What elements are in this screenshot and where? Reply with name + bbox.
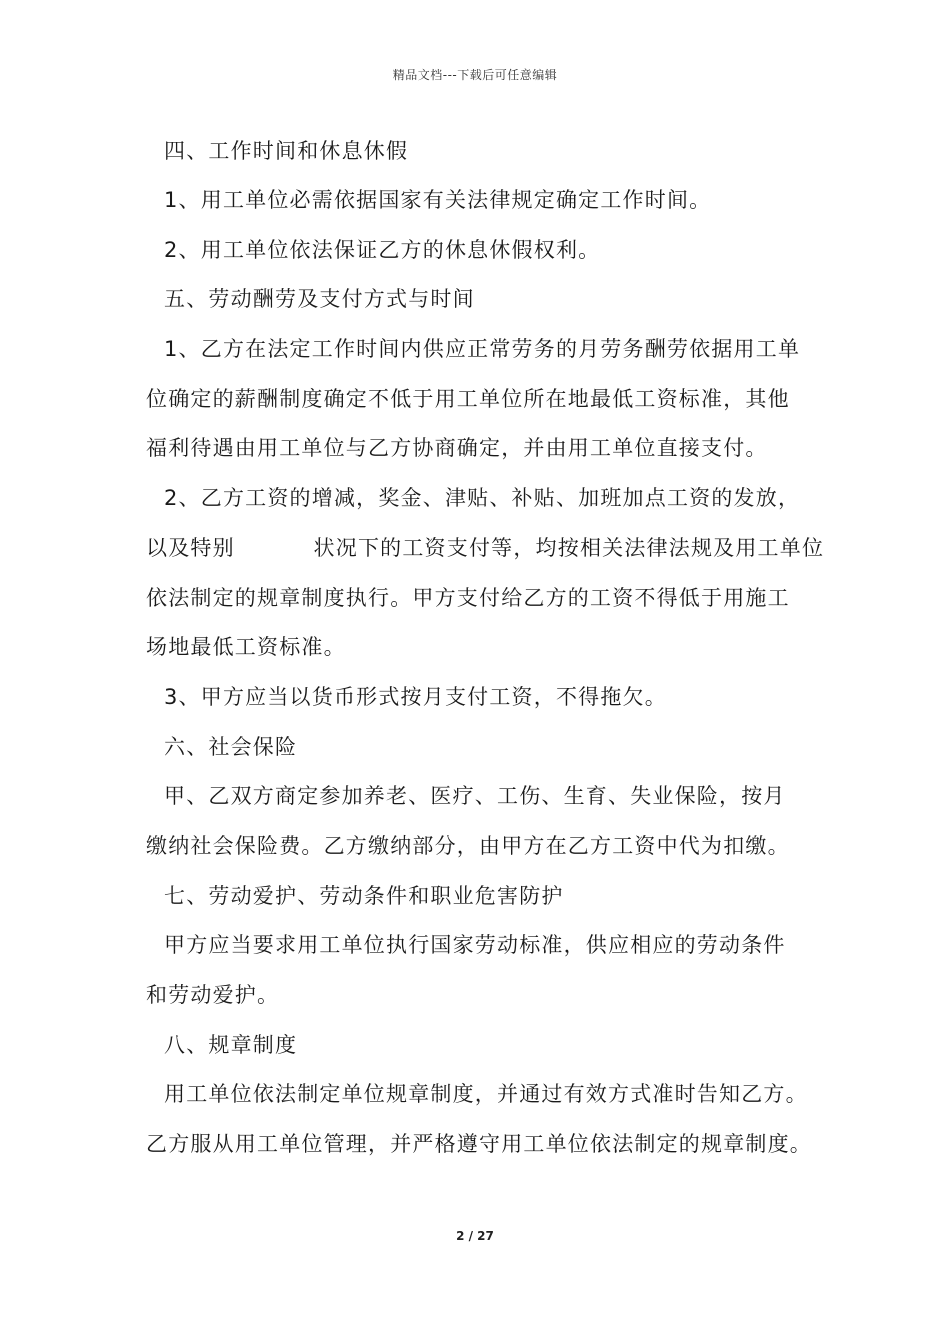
paragraph-line: 甲方应当要求用工单位执行国家劳动标准，供应相应的劳动条件	[164, 933, 786, 957]
paragraph-line: 1、乙方在法定工作时间内供应正常劳务的月劳务酬劳依据用工单	[164, 337, 801, 361]
paragraph-line: 1、用工单位必需依据国家有关法律规定确定工作时间。	[164, 188, 712, 212]
paragraph-line: 场地最低工资标准。	[146, 635, 346, 659]
paragraph-line: 3、甲方应当以货币形式按月支付工资，不得拖欠。	[164, 685, 667, 709]
paragraph-line: 位确定的薪酬制度确定不低于用工单位所在地最低工资标准，其他	[146, 387, 790, 411]
paragraph-line: 甲、乙双方商定参加养老、医疗、工伤、生育、失业保险，按月	[164, 784, 786, 808]
paragraph-line: 缴纳社会保险费。乙方缴纳部分，由甲方在乙方工资中代为扣缴。	[146, 834, 790, 858]
section-heading: 四、工作时间和休息休假	[164, 139, 409, 163]
page-header: 精品文档---下载后可任意编辑	[392, 68, 558, 82]
section-heading: 六、社会保险	[164, 735, 298, 759]
paragraph-line: 用工单位依法制定单位规章制度，并通过有效方式准时告知乙方。	[164, 1082, 808, 1106]
section-heading: 八、规章制度	[164, 1033, 298, 1057]
paragraph-line: 2、用工单位依法保证乙方的休息休假权利。	[164, 238, 601, 262]
paragraph-line: 依法制定的规章制度执行。甲方支付给乙方的工资不得低于用施工	[146, 586, 790, 610]
paragraph-line: 和劳动爱护。	[146, 983, 280, 1007]
section-heading: 七、劳动爱护、劳动条件和职业危害防护	[164, 884, 564, 908]
paragraph-line: 2、乙方工资的增减，奖金、津贴、补贴、加班加点工资的发放，	[164, 486, 801, 510]
section-heading: 五、劳动酬劳及支付方式与时间	[164, 287, 475, 311]
paragraph-line: 以及特别 状况下的工资支付等，均按相关法律法规及用工单位	[146, 536, 825, 560]
paragraph-line: 福利待遇由用工单位与乙方协商确定，并由用工单位直接支付。	[146, 436, 768, 460]
paragraph-line: 乙方服从用工单位管理，并严格遵守用工单位依法制定的规章制度。	[146, 1132, 812, 1156]
page-number: 2 / 27	[456, 1229, 494, 1243]
